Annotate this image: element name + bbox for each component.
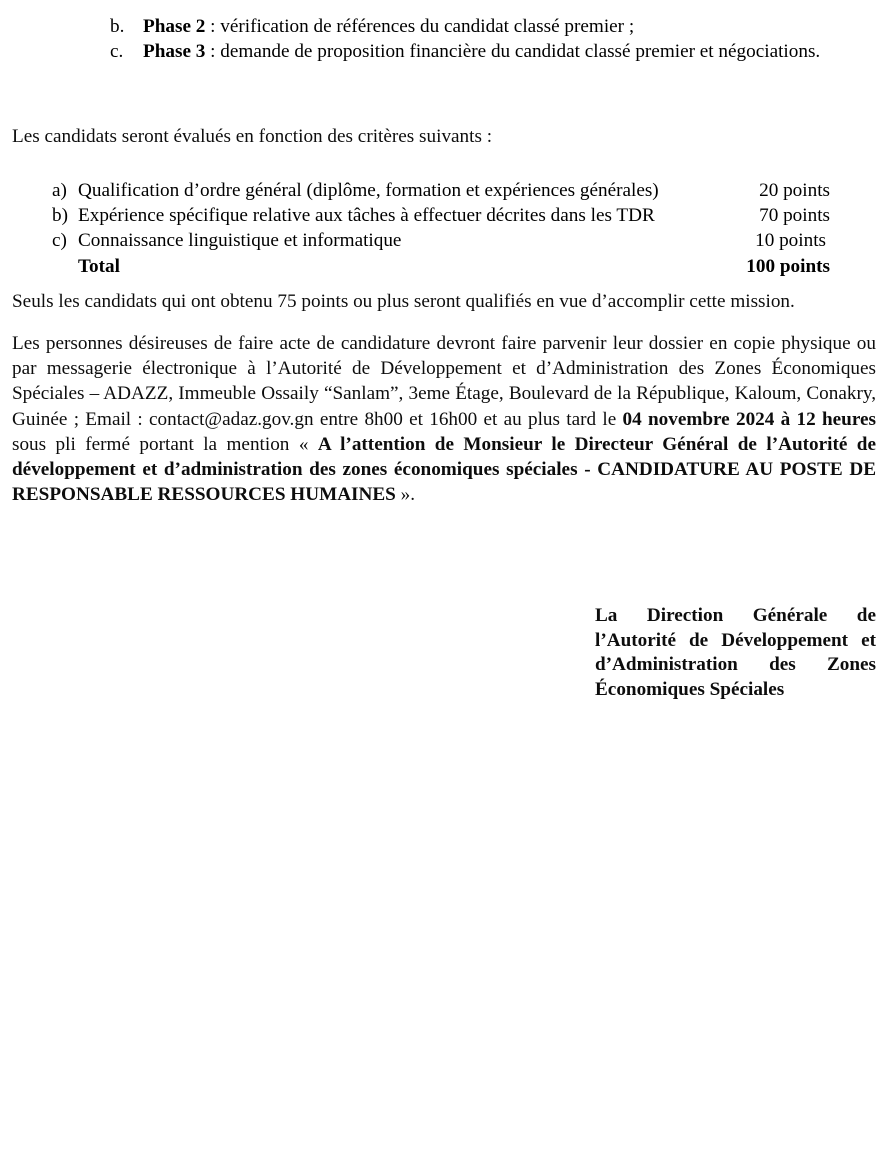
submission-envelope-mention: A l’attention de Monsieur le Directeur Général de l’Autorité de développement et d’administration des zones économiques spéciales - CANDIDATURE AU POSTE DE RESPONSABLE RESSOURCES HUMAINES (12, 433, 876, 506)
threshold-paragraph: Seuls les candidats qui ont obtenu 75 points ou plus seront qualifiés en vue d’accomplir cette mission. (12, 291, 795, 312)
phase-label: Phase 2 (143, 16, 206, 37)
phase-list (110, 14, 876, 64)
criteria-spacer (659, 178, 759, 203)
criteria-points: 70 points (759, 205, 830, 227)
signature-full-text: La Direction Générale de l’Autorité de Développement et d’Administration des Zones Économiques Spéciales (595, 605, 876, 700)
list-item-text (143, 16, 634, 37)
submission-text-end: ». (395, 484, 416, 506)
phase-label: Phase 3 (143, 41, 206, 63)
list-marker: b. (110, 16, 125, 37)
submission-text-intro: Les personnes désireuses de faire acte de candidature devront faire parvenir leur dossier en copie physique ou par messagerie électronique à l’Autorité de Développement et d’Administration des Zones Économiques Spéciales – ADAZZ, Immeuble Ossaily “Sanlam”, 3eme Étage, Boulevard de la République, Kaloum, Conakry, Guinée ; Email : contact@adaz.gov.gn entre 8h00 et 16h00 et au plus tard le (12, 333, 876, 430)
criteria-points: 20 points (759, 180, 830, 201)
criteria-marker: c) (52, 230, 67, 252)
submission-text-middle: sous pli fermé portant la mention « (12, 433, 318, 455)
criteria-row (52, 203, 830, 228)
submission-paragraph (12, 331, 876, 507)
list-item (110, 39, 876, 64)
criteria-label: Connaissance linguistique et informatique (78, 230, 402, 252)
criteria-spacer (655, 203, 759, 228)
criteria-list (52, 178, 830, 279)
criteria-row (52, 178, 830, 203)
criteria-points: 10 points (755, 230, 826, 252)
criteria-total-label: Total (78, 255, 120, 277)
criteria-label: Expérience spécifique relative aux tâches à effectuer décrites dans les TDR (78, 205, 655, 227)
criteria-total-row (52, 254, 830, 279)
criteria-intro-paragraph: Les candidats seront évalués en fonction des critères suivants : (12, 126, 493, 147)
criteria-label: Qualification d’ordre général (diplôme, formation et expériences générales) (78, 180, 659, 201)
submission-deadline: 04 novembre 2024 à 12 heures (622, 408, 876, 430)
criteria-spacer (401, 228, 755, 253)
criteria-marker: a) (52, 180, 67, 201)
criteria-marker: b) (52, 205, 68, 227)
criteria-spacer (120, 254, 746, 279)
phase-description: : demande de proposition financière du candidat classé premier et négociations. (205, 41, 821, 63)
criteria-row (52, 228, 830, 253)
list-item (110, 14, 876, 39)
signature-block (595, 604, 876, 702)
list-item-text (143, 41, 820, 62)
phase-description: : vérification de références du candidat classé premier ; (205, 16, 635, 37)
list-marker: c. (110, 41, 124, 63)
criteria-total-points: 100 points (746, 255, 830, 277)
